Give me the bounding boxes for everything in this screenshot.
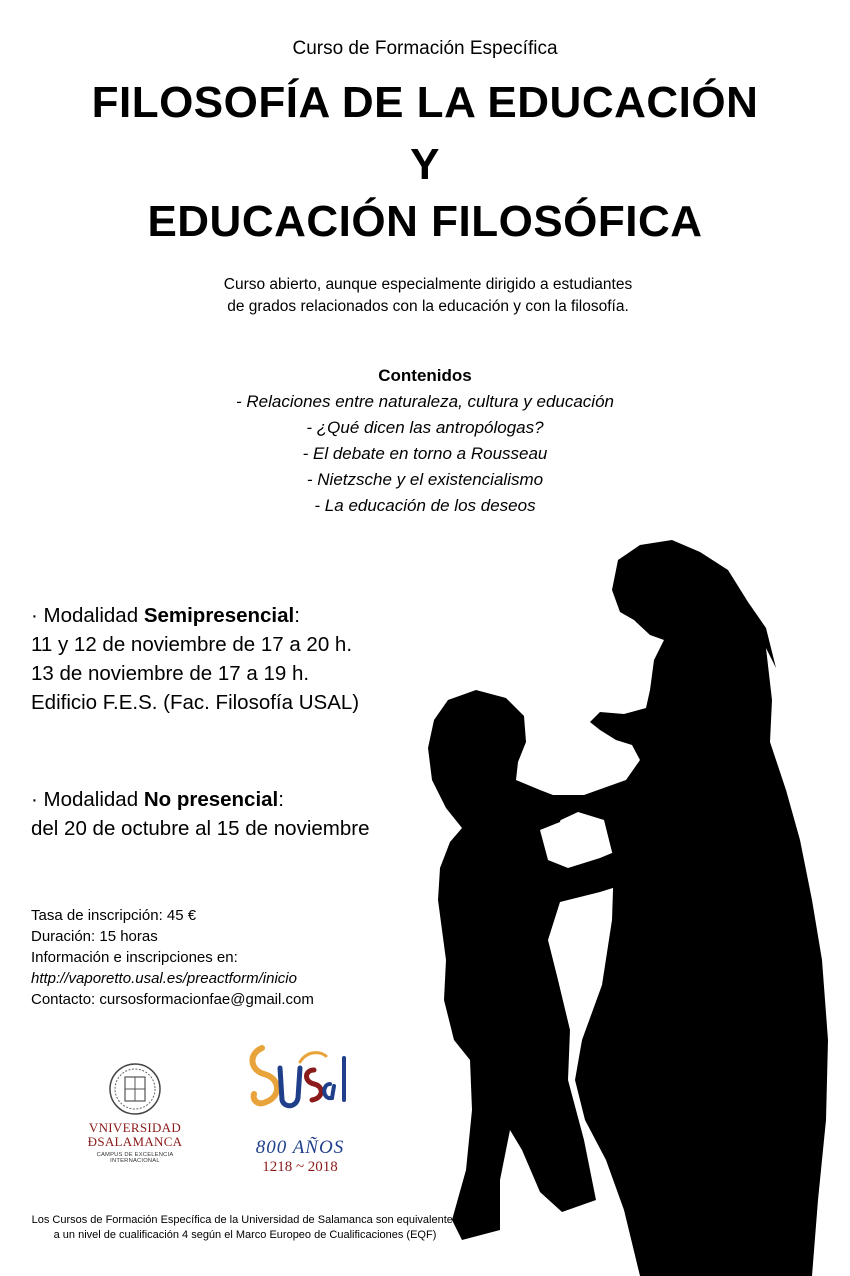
- semipresencial-section: [31, 601, 359, 717]
- schedule-line: 11 y 12 de noviembre de 17 a 20 h.: [31, 633, 353, 656]
- contents-item: - La educación de los deseos: [314, 496, 536, 515]
- duration-text: Duración: 15 horas: [31, 928, 158, 945]
- semipresencial-heading: [31, 601, 359, 630]
- mode-suffix: :: [294, 604, 300, 627]
- contact-text: Contacto: cursosformacionfae@gmail.com: [31, 991, 314, 1008]
- schedule-line: 13 de noviembre de 17 a 19 h.: [31, 662, 310, 685]
- university-name-line-1: VNIVERSIDAD: [88, 1120, 182, 1135]
- usal-800-icon: [240, 1040, 360, 1132]
- contents-item: - El debate en torno a Rousseau: [302, 444, 548, 463]
- mode-name: Semipresencial: [143, 604, 295, 627]
- contents-heading: Contenidos: [378, 366, 472, 385]
- university-name-line-2: ÐSALAMANCA: [87, 1134, 183, 1149]
- university-subtitle: CAMPUS DE EXCELENCIA INTERNACIONAL: [96, 1152, 174, 1164]
- footer-note: [0, 1213, 490, 1243]
- intro-line: Curso abierto, aunque especialmente dirigido a estudiantes: [223, 276, 633, 293]
- registration-link[interactable]: http://vaporetto.usal.es/preactform/inicio: [31, 970, 297, 987]
- intro-line: de grados relacionados con la educación y con la filosofía.: [227, 298, 629, 315]
- nopresencial-heading: [31, 785, 369, 814]
- registration-info: [31, 905, 314, 1010]
- venue-line: Edificio F.E.S. (Fac. Filosofía USAL): [31, 691, 360, 714]
- mode-prefix: · Modalidad: [31, 788, 144, 811]
- fee-text: Tasa de inscripción: 45 €: [31, 907, 197, 924]
- page-title-line-1: FILOSOFÍA DE LA EDUCACIÓN: [91, 78, 759, 127]
- course-type: Curso de Formación Específica: [292, 38, 558, 59]
- page-title-line-3: EDUCACIÓN FILOSÓFICA: [147, 197, 703, 246]
- child-silhouette: [428, 690, 632, 1240]
- info-label: Información e inscripciones en:: [31, 949, 238, 966]
- mode-name: No presencial: [143, 788, 279, 811]
- nopresencial-section: [31, 785, 369, 843]
- contents-item: - ¿Qué dicen las antropólogas?: [306, 418, 544, 437]
- mode-suffix: :: [278, 788, 284, 811]
- schedule-line: del 20 de octubre al 15 de noviembre: [31, 817, 370, 840]
- footer-line: Los Cursos de Formación Específica de la Universidad de Salamanca son equivalentes: [31, 1214, 459, 1226]
- page-title-line-2: Y: [410, 140, 440, 189]
- course-intro: [0, 274, 850, 318]
- university-logo: [75, 1062, 195, 1164]
- contents-item: - Relaciones entre naturaleza, cultura y educación: [236, 392, 614, 411]
- mode-prefix: · Modalidad: [31, 604, 144, 627]
- university-seal-icon: [75, 1062, 195, 1116]
- contents-section: [0, 363, 850, 519]
- anniversary-logo: [240, 1040, 360, 1176]
- footer-line: a un nivel de cualificación 4 según el Marco Europeo de Cualificaciones (EQF): [53, 1229, 437, 1241]
- anniversary-years: 1218 ~ 2018: [262, 1159, 338, 1175]
- contents-item: - Nietzsche y el existencialismo: [306, 470, 544, 489]
- anniversary-title: 800 AÑOS: [255, 1137, 345, 1158]
